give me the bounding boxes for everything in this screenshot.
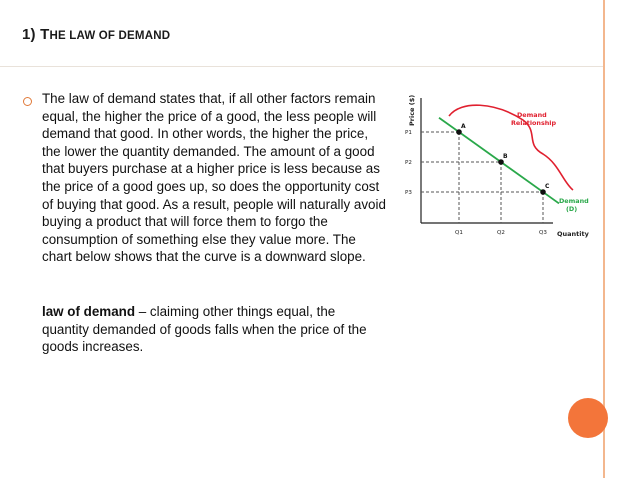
law-of-demand-paragraph: The law of demand states that, if all other factors remain equal, the higher the price of a good, the less people will demand that good. In other words, the higher the price, the lower the quantity demanded. The amount of a good that buyers purchase at a higher price is less because as the price of a good goes up, so does the opportunity cost of buying that good. As a result, people will naturally avoid buying a product that will force them to forgo the consumption of something else they value more. The chart below shows that the curve is a downward slope.: [42, 91, 386, 265]
demand-curve-label-1: Demand: [559, 197, 589, 205]
slide-title: [22, 26, 170, 43]
guide-lines: [421, 132, 543, 223]
x-tick-label: Q2: [497, 230, 505, 236]
point-label: A: [461, 123, 466, 130]
demand-chart: [403, 92, 595, 242]
relationship-arrow: [449, 105, 573, 190]
y-tick-label: P1: [405, 130, 412, 136]
axis-ticks: [405, 130, 547, 236]
point-label: B: [503, 153, 508, 160]
title-prefix: 1) T: [22, 26, 50, 43]
demand-point: [456, 129, 462, 135]
definition-text: – claiming other things equal, the quantity demanded of goods falls when the price of the goods increases.: [42, 304, 367, 355]
point-label: C: [545, 183, 550, 190]
x-tick-label: Q1: [455, 230, 463, 236]
title-divider: [0, 66, 603, 67]
demand-point: [498, 159, 504, 165]
demand-curve-label-2: (D): [566, 205, 578, 213]
y-tick-label: P3: [405, 190, 412, 196]
demand-series: [439, 118, 559, 204]
demand-point: [540, 189, 546, 195]
x-axis-label: Quantity: [557, 230, 589, 238]
bullet-circle-icon: [23, 97, 32, 106]
x-tick-label: Q3: [539, 230, 547, 236]
y-tick-label: P2: [405, 160, 412, 166]
definition-term: law of demand: [42, 304, 136, 319]
decorative-orange-circle: [568, 398, 608, 438]
title-rest: HE LAW OF DEMAND: [49, 30, 171, 42]
definition-paragraph: [42, 303, 372, 356]
y-axis-label: Price ($): [408, 94, 416, 126]
relationship-label-2: Relationship: [511, 119, 557, 127]
relationship-label-1: Demand: [517, 111, 547, 119]
